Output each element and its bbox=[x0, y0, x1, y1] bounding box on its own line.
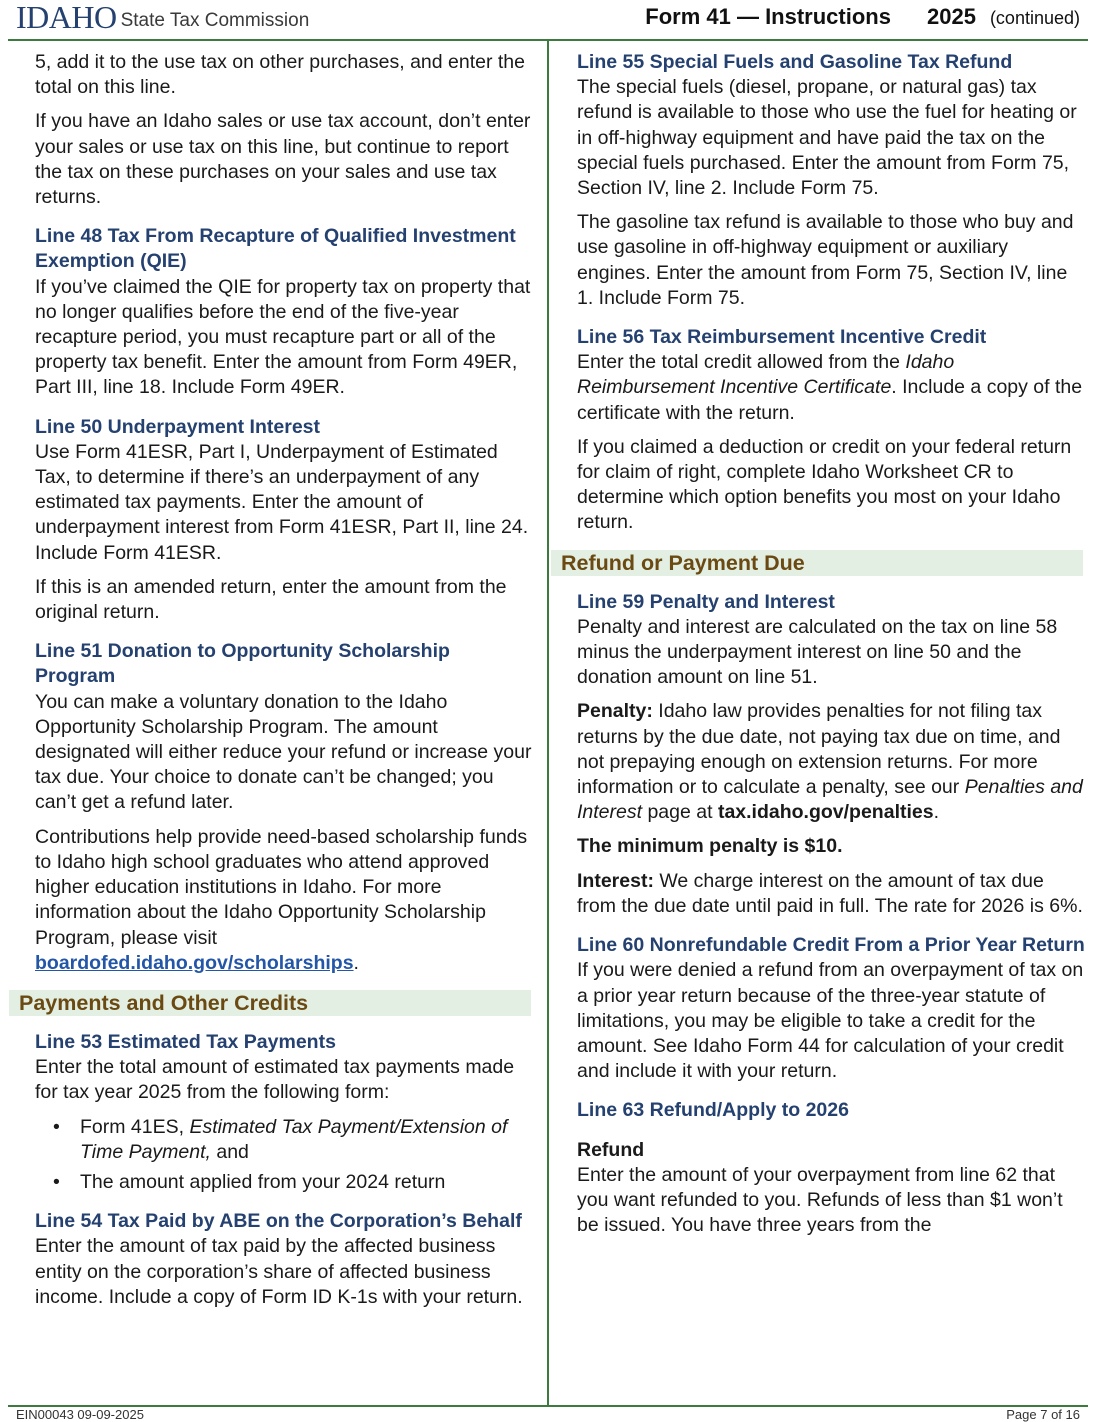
refund-subheading: Refund bbox=[577, 1138, 645, 1161]
penalty-end: . bbox=[933, 801, 940, 824]
line56-text-2: If you claimed a deduction or credit on your federal return for claim of right, complete Idaho Worksheet CR to determine which option benefits you most on your Idaho return. bbox=[577, 435, 1072, 534]
line50-text-2: If this is an amended return, enter the amount from the original return. bbox=[35, 575, 507, 624]
line54-text: Enter the amount of tax paid by the affected business entity on the corporation’s share of affected business income. Include a copy of Form ID K-1s with your return. bbox=[35, 1235, 523, 1308]
line55-text-2: The gasoline tax refund is available to those who buy and use gasoline in off-highway equipment or auxiliary engines. Enter the amount from Form 75, Section IV, line 1. Include Form 75. bbox=[577, 211, 1074, 309]
line50-heading: Line 50 Underpayment Interest bbox=[35, 415, 320, 438]
line56-heading: Line 56 Tax Reimbursement Incentive Credit bbox=[577, 326, 987, 349]
line54-heading: Line 54 Tax Paid by ABE on the Corporation’s Behalf bbox=[35, 1210, 522, 1233]
line53-bullets bbox=[35, 1115, 535, 1196]
right-column bbox=[561, 50, 1087, 1247]
interest-label: Interest: bbox=[577, 869, 654, 892]
logo-subtitle: State Tax Commission bbox=[120, 10, 310, 31]
line56-italic: Idaho Reimbursement Incentive Certificate bbox=[577, 351, 955, 399]
line56-text bbox=[577, 350, 1087, 426]
left-column bbox=[19, 50, 535, 1319]
section-payments-and-credits: Payments and Other Credits bbox=[9, 990, 531, 1016]
penalty-text: Idaho law provides penalties for not filing tax returns by the due date, not paying tax due on time, and not prepaying enough on extension returns. For more information or to calculate a penalty, see our bbox=[577, 700, 1061, 799]
column-divider bbox=[547, 41, 549, 1405]
refund-text: Enter the amount of your overpayment from line 62 that you want refunded to you. Refunds of less than $1 won’t be issued. You have three years from the bbox=[577, 1163, 1063, 1237]
line56-pre: Enter the total credit allowed from the bbox=[577, 351, 906, 374]
penalty-label: Penalty: bbox=[577, 700, 653, 723]
line59-heading: Line 59 Penalty and Interest bbox=[577, 590, 835, 613]
minimum-penalty: The minimum penalty is $10. bbox=[577, 835, 843, 858]
logo-word: IDAHO bbox=[16, 0, 117, 35]
penalty-mid: page at bbox=[642, 801, 718, 824]
bullet-icon: • bbox=[53, 1170, 60, 1193]
bullet1-post: and bbox=[210, 1140, 249, 1163]
line51-period: . bbox=[353, 951, 359, 974]
line56-post: . Include a copy of the certificate with the return. bbox=[577, 376, 1083, 424]
bullet1-pre: Form 41ES, bbox=[80, 1115, 190, 1138]
line48-heading: Line 48 Tax From Recapture of Qualified Investment Exemption (QIE) bbox=[35, 225, 516, 273]
bullet1-italic: Estimated Tax Payment/Extension of Time Payment, bbox=[80, 1115, 508, 1163]
interest-text: We charge interest on the amount of tax due from the due date until paid in full. The rate for 2026 is 6%. bbox=[577, 869, 1083, 917]
line53-text: Enter the total amount of estimated tax payments made for tax year 2025 from the following form: bbox=[35, 1056, 515, 1104]
bullet2-text: The amount applied from your 2024 return bbox=[80, 1170, 446, 1193]
line51-text-2 bbox=[35, 825, 535, 976]
scholarships-link[interactable]: boardofed.idaho.gov/scholarships bbox=[35, 951, 354, 974]
continued-label: (continued) bbox=[989, 8, 1080, 28]
page-header bbox=[0, 0, 1096, 40]
penalty-italic: Penalties and Interest bbox=[577, 776, 1083, 824]
form-title-block bbox=[645, 4, 1080, 30]
line55-text: The special fuels (diesel, propane, or natural gas) tax refund is available to those who use the fuel for heating or in off-highway equipment and have paid the tax on the special fuels purchased. Enter the amount from Form 75, Section IV, line 2. Include Form 75. bbox=[577, 76, 1077, 200]
form-title: Form 41 — Instructions bbox=[645, 4, 891, 29]
interest-paragraph bbox=[577, 869, 1087, 919]
line59-text: Penalty and interest are calculated on the tax on line 58 minus the underpayment interest on line 50 and the donation amount on line 51. bbox=[577, 615, 1058, 689]
list-item bbox=[35, 1170, 535, 1195]
line51-text-2-body: Contributions help provide need-based scholarship funds to Idaho high school graduates who attend approved higher education institutions in Idaho. For more information about the Idaho Opportunity Scholarship Program, please visit bbox=[35, 825, 528, 949]
line55-heading: Line 55 Special Fuels and Gasoline Tax Refund bbox=[577, 51, 1013, 73]
line60-heading: Line 60 Nonrefundable Credit From a Prior Year Return bbox=[577, 934, 1085, 957]
line51-text: You can make a voluntary donation to the Idaho Opportunity Scholarship Program. The amount designated will either reduce your refund or increase your tax due. Your choice to donate can’t be changed; you can’t get a refund later. bbox=[35, 690, 532, 814]
section-refund-or-payment-due: Refund or Payment Due bbox=[551, 550, 1083, 576]
use-tax-paragraph-1: 5, add it to the use tax on other purchases, and enter the total on this line. bbox=[35, 51, 525, 99]
idaho-logo bbox=[16, 0, 310, 35]
footer-form-code: EIN00043 09-09-2025 bbox=[16, 1407, 144, 1422]
line50-text: Use Form 41ESR, Part I, Underpayment of Estimated Tax, to determine if there’s an underpayment of any estimated tax payments. Enter the amount of underpayment interest from Form 41ESR, Part II, line 24. Include Form 41ESR. bbox=[35, 440, 529, 564]
line63-heading: Line 63 Refund/Apply to 2026 bbox=[577, 1099, 849, 1122]
form-year: 2025 bbox=[926, 4, 976, 29]
page-footer bbox=[16, 1407, 1080, 1422]
line53-heading: Line 53 Estimated Tax Payments bbox=[35, 1030, 336, 1053]
line51-heading: Line 51 Donation to Opportunity Scholarship Program bbox=[35, 640, 450, 688]
penalty-paragraph bbox=[577, 699, 1087, 825]
penalty-url: tax.idaho.gov/penalties bbox=[717, 801, 934, 824]
line60-text: If you were denied a refund from an overpayment of tax on a prior year return because of the three-year statute of limitations, you may be eligible to take a credit for the amount. See Idaho Form 44 for calculation of your credit and include it with your return. bbox=[577, 959, 1084, 1083]
footer-page-number: Page 7 of 16 bbox=[1006, 1407, 1080, 1422]
use-tax-paragraph-2: If you have an Idaho sales or use tax account, don’t enter your sales or use tax on this line, but continue to report the tax on these purchases on your sales and use tax returns. bbox=[35, 110, 531, 209]
bullet-icon: • bbox=[53, 1115, 60, 1138]
list-item bbox=[35, 1115, 535, 1165]
line48-text: If you’ve claimed the QIE for property tax on property that no longer qualifies before the end of the five-year recapture period, you must recapture part or all of the property tax benefit. Enter the amount from Form 49ER, Part III, line 18. Include Form 49ER. bbox=[35, 275, 531, 399]
